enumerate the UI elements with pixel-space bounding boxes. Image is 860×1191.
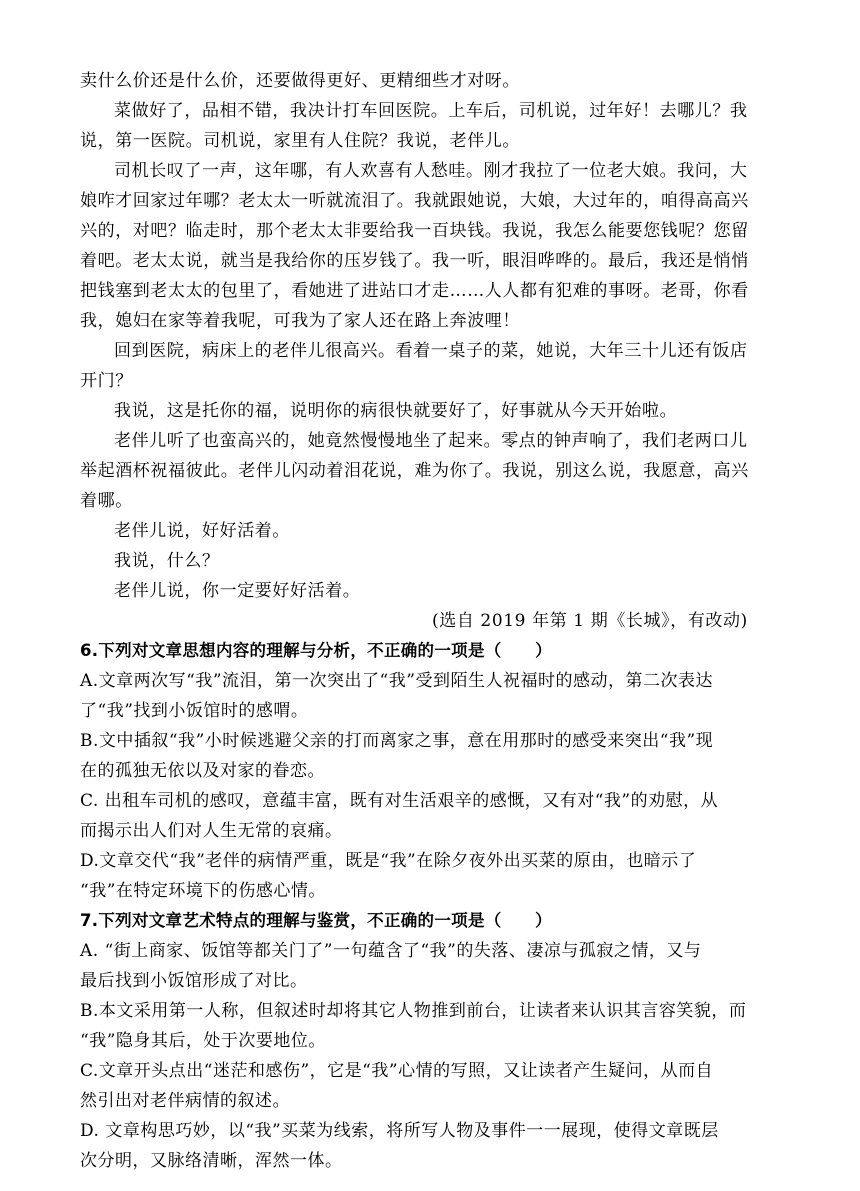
question-7-option-line: “我”隐身其后，处于次要地位。 [80, 1031, 326, 1051]
question-6-option-line: B.文中插叙“我”小时候逃避父亲的打而离家之事，意在用那时的感受来突出“我”现 [80, 731, 714, 751]
passage-line: 老伴儿说，好好活着。 [114, 521, 290, 541]
question-6-stem: 6.下列对文章思想内容的理解与分析，不正确的一项是（ ） [80, 641, 552, 660]
passage-line: 老伴儿听了也蛮高兴的，她竟然慢慢地坐了起来。零点的钟声响了，我们老两口儿 [114, 431, 748, 451]
question-7-option-line: A. “街上商家、饭馆等都关门了”一句蕴含了“我”的失落、凄凉与孤寂之情，又与 [80, 941, 702, 961]
question-6-option-line: 了“我”找到小饭馆时的感喟。 [80, 701, 309, 721]
question-7-option-line: D. 文章构思巧妙，以“我”买菜为线索，将所写人物及事件一一展现，使得文章既层 [80, 1121, 719, 1141]
question-7-option-line: 次分明，又脉络清晰，浑然一体。 [80, 1151, 343, 1171]
passage-line: 着吧。老太太说，就当是我给你的压岁钱了。我一听，眼泪哗哗的。最后，我还是悄悄 [80, 251, 749, 271]
question-7-option-line: 最后找到小饭馆形成了对比。 [80, 971, 308, 991]
passage-line: 我说，这是托你的福，说明你的病很快就要好了，好事就从今天开始啦。 [114, 401, 678, 421]
passage-line: 说，第一医院。司机说，家里有人住院？我说，老伴儿。 [80, 131, 520, 151]
passage-line: 把钱塞到老太太的包里了，看她进了进站口才走……人人都有犯难的事呀。老哥，你看 [80, 281, 749, 301]
question-7-stem: 7.下列对文章艺术特点的理解与鉴赏，不正确的一项是（ ） [80, 911, 552, 930]
question-7-option-line: 然引出对老伴病情的叙述。 [80, 1091, 290, 1111]
question-6-option-line: “我”在特定环境下的伤感心情。 [80, 881, 326, 901]
question-7-option-line: C.文章开头点出“迷茫和感伤”，它是“我”心情的写照，又让读者产生疑问，从而自 [80, 1061, 714, 1081]
passage-line: 娘咋才回家过年哪？老太太一听就流泪了。我就跟她说，大娘，大过年的，咱得高高兴 [80, 191, 749, 211]
source-citation: (选自 2019 年第 1 期《长城》，有改动) [432, 611, 748, 631]
passage-line: 老伴儿说，你一定要好好活着。 [114, 581, 361, 601]
passage-line: 兴的，对吧？临走时，那个老太太非要给我一百块钱。我说，我怎么能要您钱呢？您留 [80, 221, 749, 241]
passage-line: 我说，什么？ [114, 551, 220, 571]
passage-line: 举起酒杯祝福彼此。老伴儿闪动着泪花说，难为你了。我说，别这么说，我愿意，高兴 [80, 461, 749, 481]
passage-line: 开门？ [80, 371, 133, 391]
passage-line: 卖什么价还是什么价，还要做得更好、更精细些才对呀。 [80, 71, 520, 91]
passage-line: 着哪。 [80, 491, 133, 511]
passage-line: 司机长叹了一声，这年哪，有人欢喜有人愁哇。刚才我拉了一位老大娘。我问，大 [114, 161, 748, 181]
question-6-option-line: A.文章两次写“我”流泪，第一次突出了“我”受到陌生人祝福时的感动，第二次表达 [80, 671, 713, 691]
passage-line: 回到医院，病床上的老伴儿很高兴。看着一桌子的菜，她说，大年三十儿还有饭店 [114, 341, 748, 361]
passage-line: 我，媳妇在家等着我呢，可我为了家人还在路上奔波哩！ [80, 311, 520, 331]
question-7-option-line: B.本文采用第一人称，但叙述时却将其它人物推到前台，让读者来认识其言容笑貌，而 [80, 1001, 747, 1021]
question-6-option-line: 在的孤独无依以及对家的眷恋。 [80, 761, 325, 781]
passage-line: 菜做好了，品相不错，我决计打车回医院。上车后，司机说，过年好！去哪儿？我 [114, 101, 748, 121]
question-6-option-line: C. 出租车司机的感叹，意蕴丰富，既有对生活艰辛的感慨，又有对“我”的劝慰，从 [80, 791, 719, 811]
question-6-option-line: 而揭示出人们对人生无常的哀痛。 [80, 821, 343, 841]
question-6-option-line: D.文章交代“我”老伴的病情严重，既是“我”在除夕夜外出买菜的原由，也暗示了 [80, 851, 697, 871]
